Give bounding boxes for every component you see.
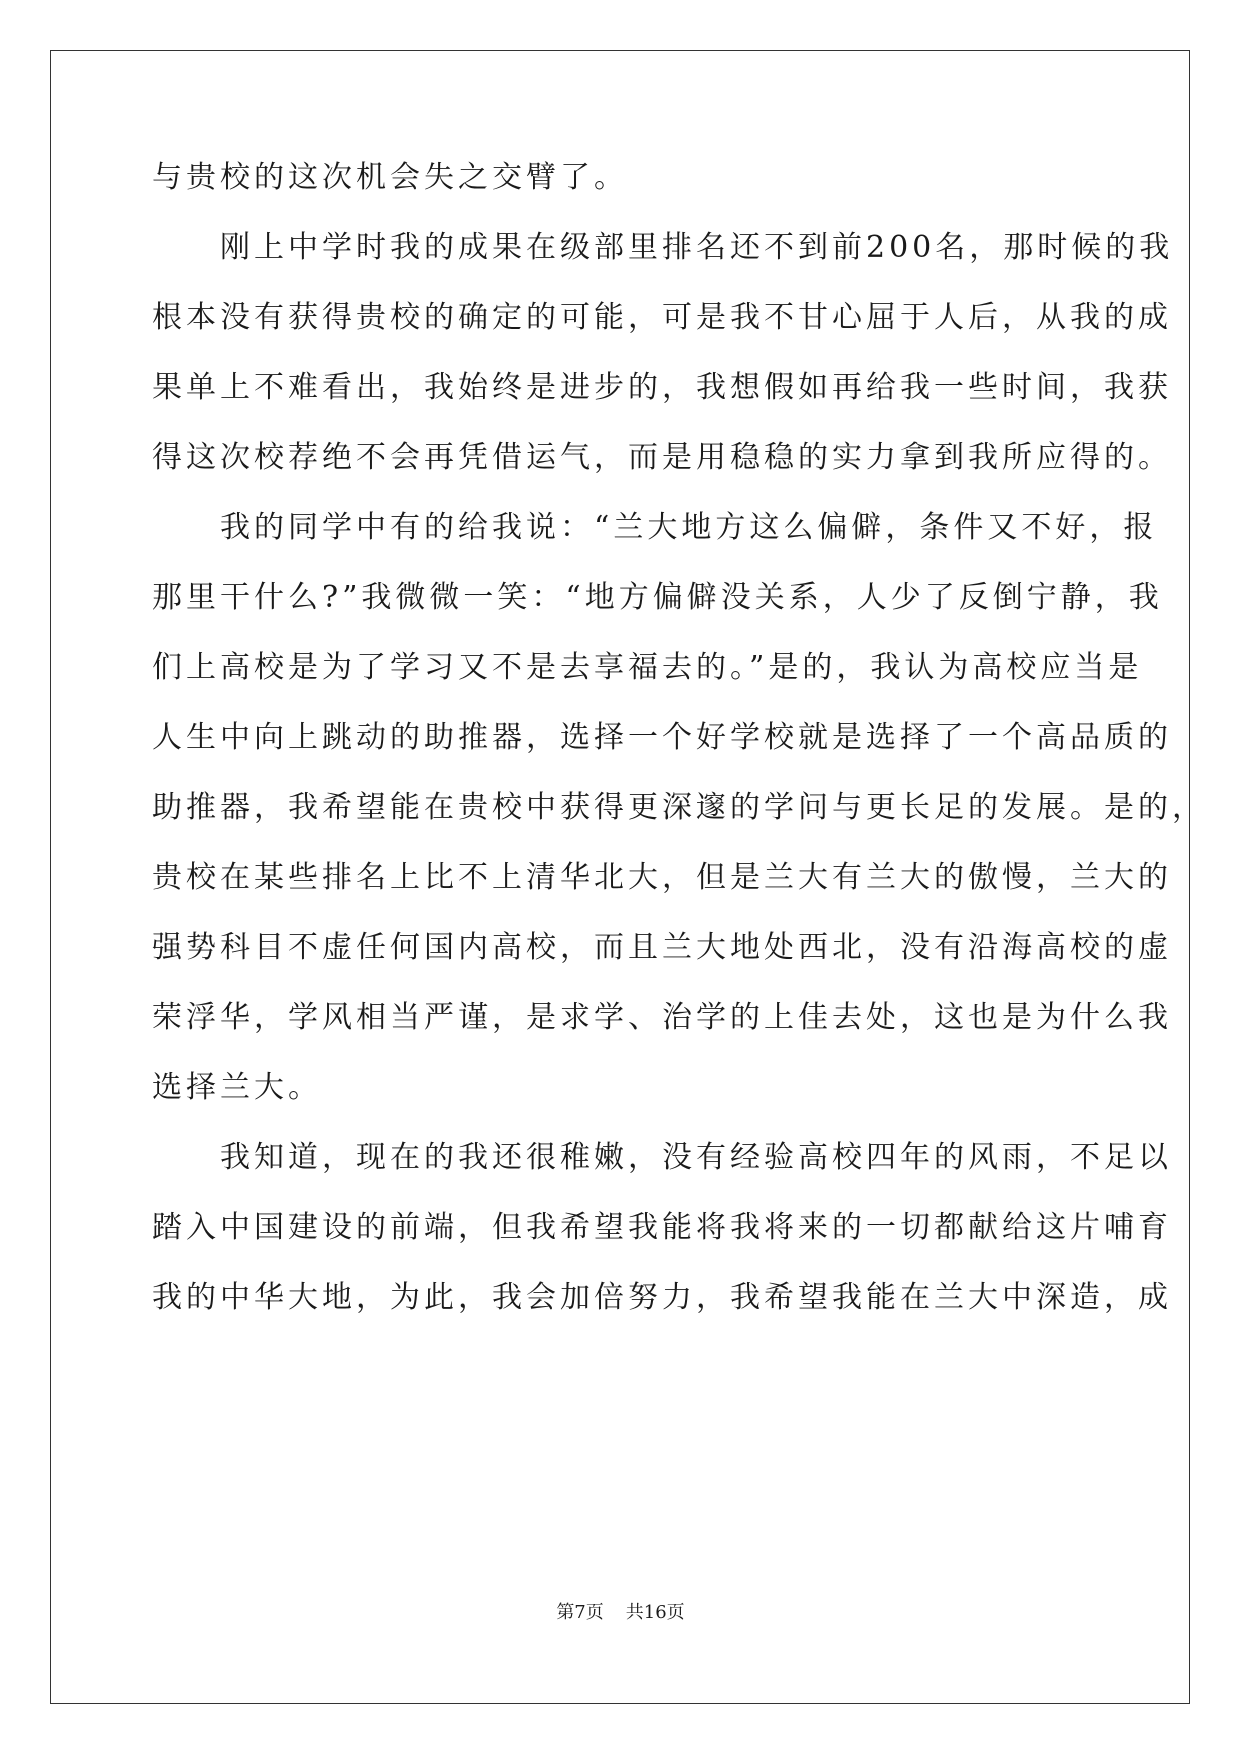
text-line: 我知道，现在的我还很稚嫩，没有经验高校四年的风雨，不足以 bbox=[152, 1140, 1172, 1175]
text-line: 果单上不难看出，我始终是进步的，我想假如再给我一些时间，我获 bbox=[152, 370, 1172, 405]
text-line: 那里干什么?”我微微一笑：“地方偏僻没关系，人少了反倒宁静，我 bbox=[152, 580, 1163, 615]
text-line: 贵校在某些排名上比不上清华北大，但是兰大有兰大的傲慢，兰大的 bbox=[152, 860, 1172, 895]
text-line: 强势科目不虚任何国内高校，而且兰大地处西北，没有沿海高校的虚 bbox=[152, 930, 1172, 965]
page-footer bbox=[0, 1601, 1241, 1625]
text-line: 与贵校的这次机会失之交臂了。 bbox=[152, 160, 628, 195]
text-line: 根本没有获得贵校的确定的可能，可是我不甘心屈于人后，从我的成 bbox=[152, 300, 1172, 335]
text-line: 荣浮华，学风相当严谨，是求学、治学的上佳去处，这也是为什么我 bbox=[152, 1000, 1172, 1035]
text-line: 得这次校荐绝不会再凭借运气，而是用稳稳的实力拿到我所应得的。 bbox=[152, 440, 1172, 475]
page-total: 共16页 bbox=[625, 1602, 685, 1623]
text-line: 我的同学中有的给我说：“兰大地方这么偏僻，条件又不好，报 bbox=[152, 510, 1158, 545]
text-line: 选择兰大。 bbox=[152, 1070, 322, 1105]
text-line: 人生中向上跳动的助推器，选择一个好学校就是选择了一个高品质的 bbox=[152, 720, 1172, 755]
text-line: 我的中华大地，为此，我会加倍努力，我希望我能在兰大中深造，成 bbox=[152, 1280, 1172, 1315]
text-line: 踏入中国建设的前端，但我希望我能将我将来的一切都献给这片哺育 bbox=[152, 1210, 1172, 1245]
text-line: 助推器，我希望能在贵校中获得更深邃的学问与更长足的发展。是的， bbox=[152, 790, 1206, 825]
text-line: 刚上中学时我的成果在级部里排名还不到前200名，那时候的我 bbox=[152, 230, 1174, 265]
text-line: 们上高校是为了学习又不是去享福去的。”是的，我认为高校应当是 bbox=[152, 650, 1143, 685]
page-number: 第7页 bbox=[556, 1602, 604, 1623]
